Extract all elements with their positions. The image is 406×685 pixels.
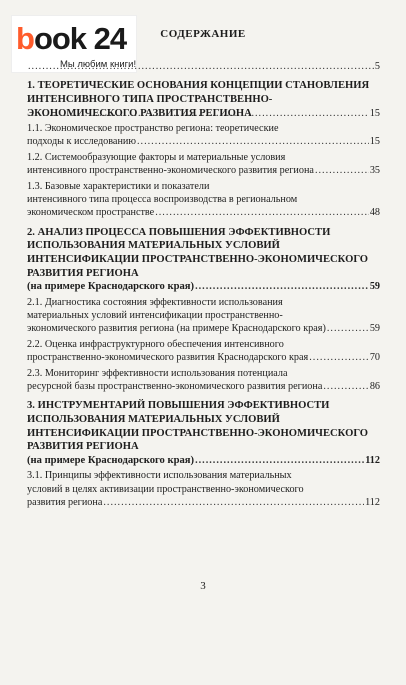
table-of-contents: [27, 60, 380, 509]
toc-subsection-line: 3.1. Принципы эффективности использования материальных: [27, 470, 292, 482]
toc-subsection-line: условий в целях активизации пространственно-экономического: [27, 483, 304, 495]
toc-chapter-note: (на примере Краснодарского края): [27, 281, 195, 293]
toc-subsection-line: 1.2. Системообразующие факторы и материальные условия: [27, 151, 286, 163]
logo-wordmark: book 24: [16, 21, 127, 56]
toc-chapter-title: 2. АНАЛИЗ ПРОЦЕССА ПОВЫШЕНИЯ ЭФФЕКТИВНОСТИ ИСПОЛЬЗОВАНИЯ МАТЕРИАЛЬНЫХ УСЛОВИЙ ИНТЕНСИФИКАЦИИ ПРОСТРАНСТВЕННО-ЭКОНОМИЧЕСКОГО РАЗВИТИЯ РЕГИОНА: [27, 226, 369, 279]
toc-subsection-line: экономическом пространстве: [27, 207, 155, 219]
toc-subsection: [27, 338, 380, 365]
toc-page-number: 5: [374, 61, 380, 72]
toc-subsection-line: 2.2. Оценка инфраструктурного обеспечения интенсивного: [27, 338, 284, 350]
toc-subsection: [27, 122, 380, 149]
toc-page-number: 86: [369, 381, 380, 393]
toc-subsection-line: интенсивного пространственно-экономического развития региона: [27, 165, 314, 177]
toc-subsection: [27, 151, 380, 178]
toc-subsection-line: 1.1. Экономическое пространство региона: теоретические: [27, 123, 279, 134]
toc-subsection: [27, 367, 380, 394]
toc-chapter: [27, 399, 380, 467]
page-number: 3: [200, 580, 206, 592]
toc-subsection-line: 2.3. Мониторинг эффективности использования потенциала: [27, 367, 288, 379]
toc-subsection-line: ресурсной базы пространственно-экономического развития региона: [27, 381, 323, 393]
toc-subsection-line: интенсивного типа процесса воспроизводства в региональном: [27, 194, 298, 206]
logo-tagline: Мы любим книги!: [60, 59, 137, 70]
toc-page-number: 70: [369, 352, 380, 364]
toc-subsection-line: материальных условий интенсификации пространственно-: [27, 310, 283, 322]
toc-chapter-note: (на примере Краснодарского края): [27, 454, 195, 466]
toc-subsection-line: подходы к исследованию: [27, 136, 136, 148]
toc-page-number: 59: [369, 323, 380, 335]
toc-page-number: 15: [369, 107, 380, 119]
toc-subsection: [27, 180, 380, 220]
toc-intro-line: [27, 60, 380, 73]
toc-chapter-title: 3. ИНСТРУМЕНТАРИЙ ПОВЫШЕНИЯ ЭФФЕКТИВНОСТИ ИСПОЛЬЗОВАНИЯ МАТЕРИАЛЬНЫХ УСЛОВИЙ ИНТЕНСИФИКАЦИИ ПРОСТРАНСТВЕННО-ЭКОНОМИЧЕСКОГО РАЗВИТИЯ РЕГИОНА: [27, 400, 369, 453]
toc-page-number: 15: [369, 136, 380, 148]
toc-chapter: [27, 226, 380, 294]
toc-page-number: 35: [369, 165, 380, 177]
toc-subsection: [27, 469, 380, 509]
toc-page-number: 48: [369, 207, 380, 219]
toc-chapter-title: 1. ТЕОРЕТИЧЕСКИЕ ОСНОВАНИЯ КОНЦЕПЦИИ СТАНОВЛЕНИЯ ИНТЕНСИВНОГО ТИПА ПРОСТРАНСТВЕННО-ЭКОНОМИЧЕСКОГО РАЗВИТИЯ РЕГИОНА: [27, 80, 370, 119]
toc-subsection-line: развития региона: [27, 497, 103, 509]
toc-page-number: 59: [369, 281, 380, 293]
toc-subsection-line: 1.3. Базовые характеристики и показатели: [27, 180, 210, 192]
toc-subsection-line: экономического развития региона (на примере Краснодарского края): [27, 323, 326, 335]
toc-subsection-line: 2.1. Диагностика состояния эффективности использования: [27, 296, 283, 308]
toc-subsection-line: пространственно-экономического развития Краснодарского края: [27, 352, 309, 364]
toc-chapter: [27, 79, 380, 120]
contents-heading: СОДЕРЖАНИЕ: [160, 28, 246, 40]
toc-subsection: [27, 296, 380, 336]
toc-page-number: 112: [365, 454, 380, 466]
toc-page-number: 112: [365, 497, 380, 509]
